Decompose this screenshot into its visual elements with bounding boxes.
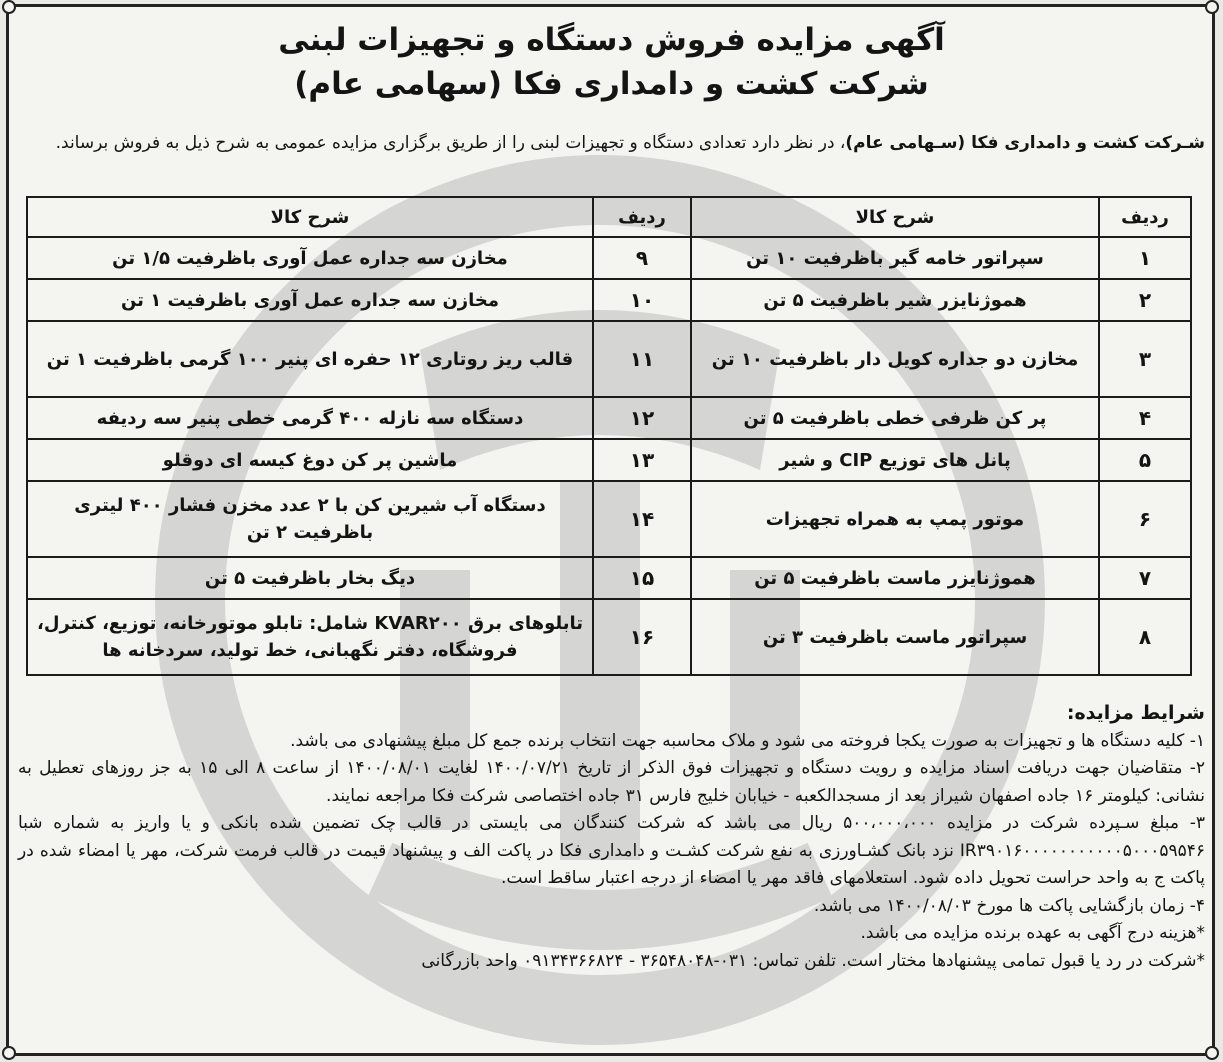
- row-number: ۳: [1099, 321, 1191, 397]
- item-description: سپراتور خامه گیر باظرفیت ۱۰ تن: [691, 237, 1099, 279]
- corner-ornament: [1205, 1046, 1219, 1060]
- ad-title: آگهی مزایده فروش دستگاه و تجهیزات لبنی: [278, 22, 945, 58]
- row-number: ۷: [1099, 557, 1191, 599]
- intro-paragraph: [18, 130, 1205, 157]
- header-desc: شرح کالا: [27, 197, 593, 237]
- term-item: ۳- مبلغ سـپرده شرکت در مزایده ۵۰۰،۰۰۰،۰۰۰ ریال می باشد که شرکت کنندگان می بایستی در قالب چک تضمین شده بانکی و یا واریز به شماره شبا IR۳۹۰۱۶۰۰۰۰۰۰۰۰۰۰۰۵۰۰۰۵۹۵۴۶ نزد بانک کشـاورزی به نفع شرکت کشـت و دامداری فکا در پاکت الف و پیشنهاد قیمت در قالب فرمت شرکت، مهر یا امضاء شده در پاکت ج به واحد حراست تحویل داده شود. استعلامهای فاقد مهر یا امضاء از درجه اعتبار ساقط است.: [18, 813, 1205, 888]
- row-number: ۹: [593, 237, 691, 279]
- row-number: ۱۵: [593, 557, 691, 599]
- table-row: [27, 321, 1191, 397]
- row-number: ۱۱: [593, 321, 691, 397]
- header-desc: شرح کالا: [691, 197, 1099, 237]
- table-row: [27, 599, 1191, 675]
- terms-section: [18, 700, 1205, 975]
- table-row: [27, 279, 1191, 321]
- row-number: ۵: [1099, 439, 1191, 481]
- row-number: ۱۳: [593, 439, 691, 481]
- term-item: *شرکت در رد یا قبول تمامی پیشنهادها مختار است. تلفن تماس: ۰۳۱-۳۶۵۴۸۰۴۸ - ۰۹۱۳۴۳۶۶۸۲۴ واحد بازرگانی: [421, 950, 1205, 971]
- terms-heading: شرایط مزایده:: [1066, 702, 1205, 724]
- item-description: ماشین پر کن دوغ کیسه ای دوقلو: [27, 439, 593, 481]
- table-row: [27, 481, 1191, 557]
- corner-ornament: [1205, 0, 1219, 14]
- row-number: ۱۶: [593, 599, 691, 675]
- item-description: دستگاه آب شیرین کن با ۲ عدد مخزن فشار ۴۰۰ لیتری باظرفیت ۲ تن: [27, 481, 593, 557]
- term-item: ۱- کلیه دستگاه ها و تجهیزات به صورت یکجا فروخته می شود و ملاک محاسبه جهت انتخاب برنده جمع کل مبلغ پیشنهادی می باشد.: [290, 730, 1205, 751]
- item-description: هموژنایزر شیر باظرفیت ۵ تن: [691, 279, 1099, 321]
- intro-text: ، در نظر دارد تعدادی دستگاه و تجهیزات لبنی را از طریق برگزاری مزایده عمومی به شرح ذیل به فروش برساند.: [55, 133, 846, 153]
- corner-ornament: [2, 1046, 16, 1060]
- row-number: ۶: [1099, 481, 1191, 557]
- item-description: مخازن سه جداره عمل آوری باظرفیت ۱/۵ تن: [27, 237, 593, 279]
- table-row: [27, 557, 1191, 599]
- item-description: مخازن دو جداره کویل دار باظرفیت ۱۰ تن: [691, 321, 1099, 397]
- term-item: *هزینه درج آگهی به عهده برنده مزایده می باشد.: [860, 923, 1205, 943]
- item-description: تابلوهای برق KVAR۲۰۰ شامل: تابلو موتورخانه، توزیع، کنترل، فروشگاه، دفتر نگهبانی، خط تولید، سردخانه ها: [27, 599, 593, 675]
- row-number: ۱۰: [593, 279, 691, 321]
- row-number: ۲: [1099, 279, 1191, 321]
- table-row: [27, 439, 1191, 481]
- table-row: [27, 397, 1191, 439]
- item-description: قالب ریز روتاری ۱۲ حفره ای پنیر ۱۰۰ گرمی باظرفیت ۱ تن: [27, 321, 593, 397]
- header-row-num: ردیف: [1099, 197, 1191, 237]
- item-description: دیگ بخار باظرفیت ۵ تن: [27, 557, 593, 599]
- row-number: ۱۲: [593, 397, 691, 439]
- term-item: ۲- متقاضیان جهت دریافت اسناد مزایده و رویت دستگاه و تجهیزات فوق الذکر از تاریخ ۱۴۰۰/۰۷/۲۱ لغایت ۱۴۰۰/۰۸/۰۱ از ساعت ۸ الی ۱۵ به جز روزهای تعطیل به نشانی: کیلومتر ۱۶ جاده اصفهان شیراز بعد از مسجدالکعبه - خیابان خلیج فارس ۳۱ جاده اختصاصی شرکت فکا مراجعه نمایند.: [18, 758, 1206, 806]
- item-description: هموژنایزر ماست باظرفیت ۵ تن: [691, 557, 1099, 599]
- item-description: سپراتور ماست باظرفیت ۳ تن: [691, 599, 1099, 675]
- item-description: پر کن ظرفی خطی باظرفیت ۵ تن: [691, 397, 1099, 439]
- row-number: ۸: [1099, 599, 1191, 675]
- item-description: مخازن سه جداره عمل آوری باظرفیت ۱ تن: [27, 279, 593, 321]
- table-header-row: [27, 197, 1191, 237]
- item-description: موتور پمپ به همراه تجهیزات: [691, 481, 1099, 557]
- row-number: ۱۴: [593, 481, 691, 557]
- items-table: [26, 196, 1192, 676]
- company-title: شرکت کشت و دامداری فکا (سهامی عام): [294, 66, 929, 102]
- corner-ornament: [2, 0, 16, 14]
- row-number: ۱: [1099, 237, 1191, 279]
- item-description: پانل های توزیع CIP و شیر: [691, 439, 1099, 481]
- term-item: ۴- زمان بازگشایی پاکت ها مورخ ۱۴۰۰/۰۸/۰۳ می باشد.: [813, 895, 1205, 916]
- header-row-num: ردیف: [593, 197, 691, 237]
- table-row: [27, 237, 1191, 279]
- item-description: دستگاه سه نازله ۴۰۰ گرمی خطی پنیر سه ردیفه: [27, 397, 593, 439]
- intro-company: شـرکت کشت و دامداری فکا (سـهامی عام): [845, 133, 1205, 153]
- row-number: ۴: [1099, 397, 1191, 439]
